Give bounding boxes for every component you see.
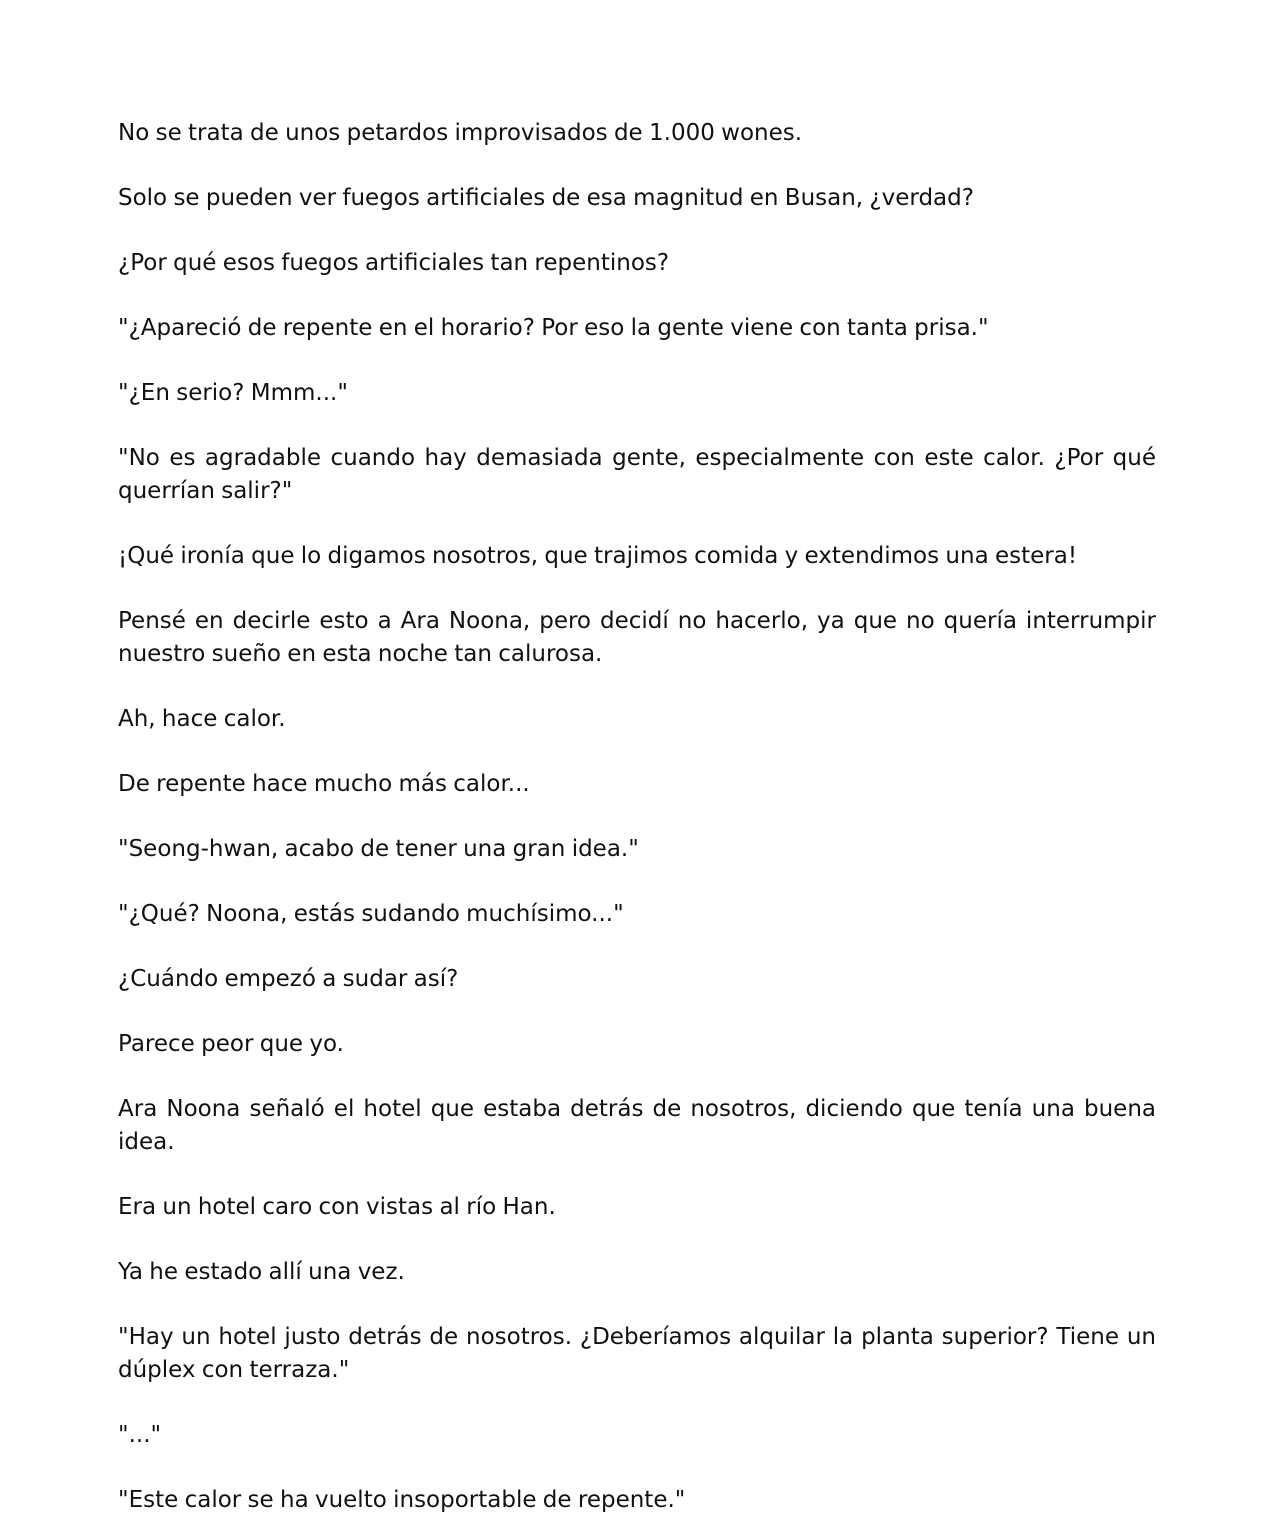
- paragraph: Ah, hace calor.: [118, 706, 286, 732]
- paragraph: Pensé en decirle esto a Ara Noona, pero decidí no hacerlo, ya que no quería interrumpir nuestro sueño en esta noche tan calurosa.: [118, 608, 1156, 667]
- paragraph: No se trata de unos petardos improvisados de 1.000 wones.: [118, 120, 803, 146]
- paragraph: ¿Cuándo empezó a sudar así?: [118, 966, 459, 992]
- paragraph: ¿Por qué esos fuegos artificiales tan repentinos?: [118, 250, 670, 276]
- paragraph: "¿Apareció de repente en el horario? Por eso la gente viene con tanta prisa.": [118, 315, 989, 341]
- paragraph: "¿En serio? Mmm...": [118, 380, 348, 406]
- document-body: [118, 117, 1156, 1515]
- paragraph: De repente hace mucho más calor...: [118, 771, 530, 797]
- paragraph: "¿Qué? Noona, estás sudando muchísimo...": [118, 901, 624, 927]
- paragraph: Parece peor que yo.: [118, 1031, 344, 1057]
- document-page: [118, 0, 1156, 1515]
- paragraph: "No es agradable cuando hay demasiada gente, especialmente con este calor. ¿Por qué querrían salir?": [118, 445, 1156, 504]
- paragraph: Solo se pueden ver fuegos artificiales de esa magnitud en Busan, ¿verdad?: [118, 185, 974, 211]
- paragraph: "...": [118, 1422, 162, 1448]
- paragraph: "Seong-hwan, acabo de tener una gran idea.": [118, 836, 639, 862]
- paragraph: Era un hotel caro con vistas al río Han.: [118, 1194, 556, 1220]
- paragraph: ¡Qué ironía que lo digamos nosotros, que trajimos comida y extendimos una estera!: [118, 543, 1078, 569]
- paragraph: Ara Noona señaló el hotel que estaba detrás de nosotros, diciendo que tenía una buena idea.: [118, 1096, 1156, 1155]
- paragraph: "Hay un hotel justo detrás de nosotros. ¿Deberíamos alquilar la planta superior? Tiene un dúplex con terraza.": [118, 1324, 1156, 1383]
- paragraph: Ya he estado allí una vez.: [118, 1259, 405, 1285]
- paragraph: "Este calor se ha vuelto insoportable de repente.": [118, 1487, 686, 1513]
